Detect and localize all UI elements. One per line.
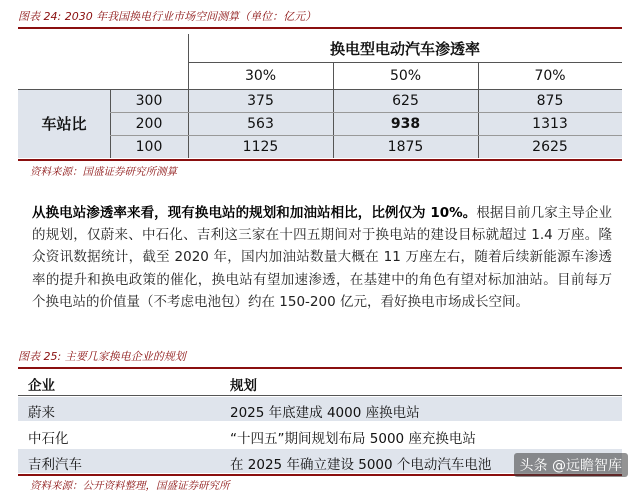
- value-cell: 1875: [387, 138, 424, 155]
- value-cell: 375: [247, 92, 274, 109]
- company-cell: 吉利汽车: [28, 457, 82, 473]
- company-cell: 中石化: [28, 431, 69, 447]
- value-cell: 875: [536, 92, 564, 109]
- grid-line: [188, 34, 189, 158]
- grid-line: [478, 62, 479, 158]
- figure-24-top-rule: [18, 27, 622, 29]
- value-cell: 1125: [242, 138, 279, 155]
- value-cell: 625: [392, 92, 419, 109]
- grid-line: [110, 89, 111, 158]
- market-space-table: [18, 34, 622, 158]
- column-header-70: 70%: [534, 67, 566, 84]
- paragraph-lead: 从换电站渗透率来看，现有换电站的规划和加油站相比，比例仅为 10%。: [32, 205, 477, 221]
- plan-cell: 2025 年底建成 4000 座换电站: [230, 405, 420, 421]
- company-header: 企业: [28, 378, 55, 394]
- header-divider: [18, 395, 622, 396]
- row-group-label: 车站比: [41, 115, 87, 133]
- value-cell: 2625: [532, 138, 568, 155]
- value-cell: 1313: [532, 115, 568, 132]
- ratio-cell: 100: [135, 138, 163, 155]
- grid-line: [333, 62, 334, 158]
- penetration-header: 换电型电动汽车渗透率: [329, 39, 480, 58]
- table-row: [18, 423, 622, 447]
- figure-24-caption: 图表 24: 2030 年我国换电行业市场空间测算（单位：亿元）: [18, 10, 317, 23]
- paragraph-body: 根据目前几家主导企业的规划，仅蔚来、中石化、吉利这三家在十四五期间对于换电站的建设目标就超过 1.4 万座。隆众资讯数据统计，截至 2020 年，国内加油站数量大概在 11 万座左右，随着后续新能源车渗透率的提升和换电政策的催化，换电站有望加速渗透，在基建中的角色有望对标加油站。目前每万个换电站的价值量（不考虑电池包）约在 150-200 亿元，看好换电市场成长空间。: [32, 205, 612, 310]
- plan-cell: 在 2025 年确立建设 5000 个电动汽车电池: [230, 457, 492, 473]
- figure-25-source: 资料来源：公开资料整理，国盛证券研究所: [30, 480, 230, 492]
- grid-line: [110, 112, 622, 113]
- figure-24-source: 资料来源：国盛证券研究所测算: [30, 166, 177, 178]
- ratio-cell: 200: [135, 115, 163, 132]
- value-cell: 563: [247, 115, 274, 132]
- figure-25-caption: 图表 25: 主要几家换电企业的规划: [18, 350, 186, 363]
- body-paragraph: [32, 202, 612, 313]
- table-row: [18, 397, 622, 421]
- plan-cell: “十四五”期间规划布局 5000 座充换电站: [230, 431, 476, 447]
- plan-header: 规划: [230, 378, 257, 394]
- grid-line: [110, 135, 622, 136]
- figure-25-top-rule: [18, 367, 622, 369]
- ratio-cell: 300: [135, 92, 163, 109]
- company-cell: 蔚来: [28, 405, 55, 421]
- highlighted-value-cell: 938: [390, 115, 421, 132]
- watermark: 头条 @远瞻智库: [514, 453, 628, 477]
- column-header-50: 50%: [389, 67, 422, 84]
- column-header-30: 30%: [244, 67, 277, 84]
- figure-24-bottom-rule: [18, 159, 622, 161]
- table-header-row: [18, 370, 622, 394]
